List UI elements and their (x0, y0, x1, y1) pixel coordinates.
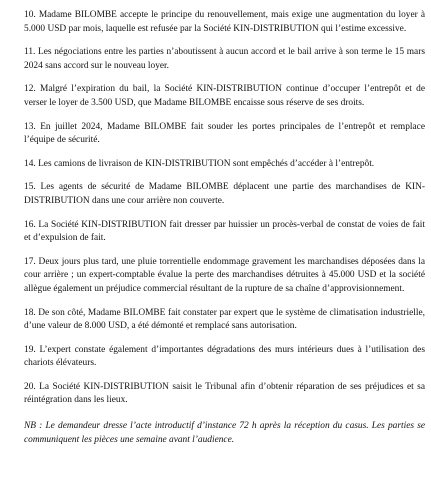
paragraph-18: 18. De son côté, Madame BILOMBE fait constater par expert que le système de climatisation industrielle, d’une valeur de 8.000 USD, a été démonté et remplacé sans autorisation. (24, 307, 425, 332)
paragraph-17: 17. Deux jours plus tard, une pluie torrentielle endommage gravement les marchandises déposées dans la cour arrière ; un expert-comptable évalue la perte des marchandises détruites à 45.000 USD et la société allègue également un préjudice commercial résultant de la rupture de sa chaîne d’approvisionnement. (24, 256, 425, 294)
paragraph-13: 13. En juillet 2024, Madame BILOMBE fait souder les portes principales de l’entrepôt et remplace l’équipe de sécurité. (24, 121, 425, 146)
paragraph-12: 12. Malgré l’expiration du bail, la Société KIN-DISTRIBUTION continue d’occuper l’entrepôt et de verser le loyer de 3.500 USD, que Madame BILOMBE encaisse sous réserve de ses droits. (24, 84, 425, 108)
note-nb: NB : Le demandeur dresse l’acte introductif d’instance 72 h après la réception du casus. Les parties se communiquent les pièces une semaine avant l’audience. (24, 421, 425, 445)
paragraph-10: 10. Madame BILOMBE accepte le principe du renouvellement, mais exige une augmentation du loyer à 5.000 USD par mois, laquelle est refusée par la Société KIN-DISTRIBUTION qui l’estime excessive. (24, 10, 425, 34)
paragraph-15: 15. Les agents de sécurité de Madame BILOMBE déplacent une partie des marchandises de KIN-DISTRIBUTION dans une cour arrière non couverte. (24, 182, 425, 206)
paragraph-16: 16. La Société KIN-DISTRIBUTION fait dresser par huissier un procès-verbal de constat de voies de fait et d’expulsion de fait. (24, 219, 425, 244)
paragraph-19: 19. L’expert constate également d’importantes dégradations des murs intérieurs dues à l’utilisation des chariots élévateurs. (24, 344, 425, 369)
paragraph-11: 11. Les négociations entre les parties n’aboutissent à aucun accord et le bail arrive à son terme le 15 mars 2024 sans accord sur le nouveau loyer. (24, 47, 425, 71)
paragraph-20: 20. La Société KIN-DISTRIBUTION saisit le Tribunal afin d’obtenir réparation de ses préjudices et sa réintégration dans les lieux. (24, 381, 425, 406)
paragraph-14: 14. Les camions de livraison de KIN-DISTRIBUTION sont empêchés d’accéder à l’entrepôt. (24, 158, 375, 169)
